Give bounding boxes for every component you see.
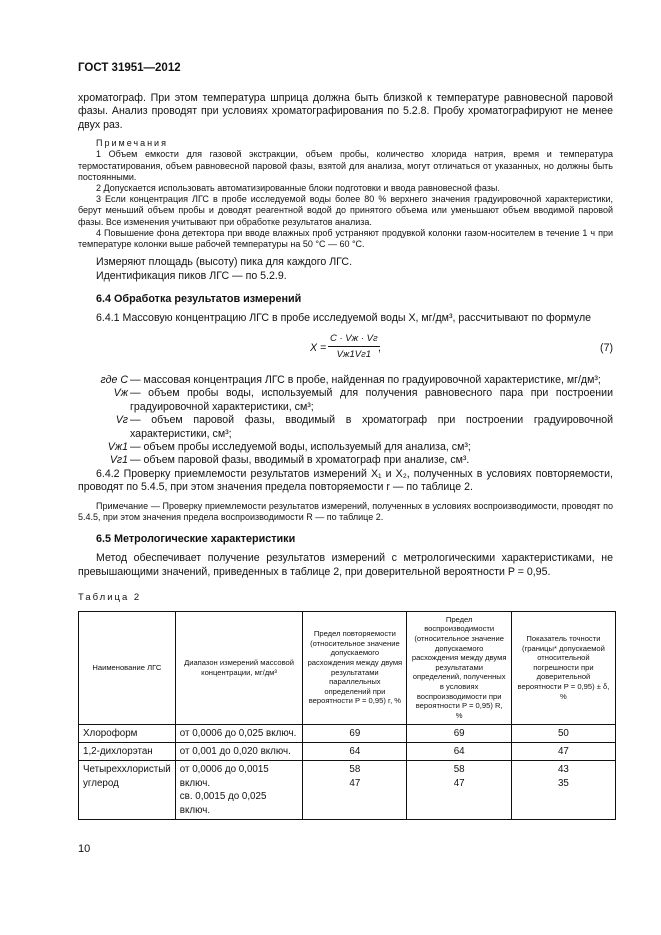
cell-reproducibility: 58 47 bbox=[407, 761, 511, 820]
ident-line: Идентификация пиков ЛГС — по 5.2.9. bbox=[96, 269, 287, 282]
table-header-row bbox=[79, 611, 616, 724]
notes-block bbox=[78, 138, 613, 250]
header-cell: Предел повторяемости (относительное значение допускаемого расхождения между двумя результатами параллельных определений при вероятности P = 0,95) r, % bbox=[303, 611, 407, 724]
note-item: 2 Допускается использовать автоматизированные блоки подготовки и ввода равновесной фазы. bbox=[96, 183, 500, 194]
paragraph-642: 6.4.2 Проверку приемлемости результатов измерений X₁ и X₂, полученных в условиях повторяемости, проводят по 5.4.5, при этом значения предела повторяемости r — по таблице 2. bbox=[78, 467, 613, 494]
definition-row bbox=[78, 414, 613, 441]
section-65-heading: 6.5 Метрологические характеристики bbox=[96, 532, 296, 545]
formula-number: (7) bbox=[600, 341, 613, 354]
definition-symbol: Vг bbox=[115, 414, 128, 427]
header-cell: Показатель точности (границы* допускаемой относительной погрешности при доверительной вероятности P = 0,95) ± δ, % bbox=[511, 611, 615, 724]
cell-accuracy: 43 35 bbox=[511, 761, 615, 820]
definition-row bbox=[78, 441, 613, 454]
reproducibility-note: Примечание — Проверку приемлемости результатов измерений, полученных в условиях воспроизводимости, проводят по 5.4.5, при этом значения предела воспроизводимости R — по таблице 2. bbox=[78, 500, 613, 522]
table-row bbox=[79, 742, 616, 760]
page-content bbox=[78, 92, 613, 820]
note-item: 4 Повышение фона детектора при вводе влажных проб устраняют продувкой колонки газом-носителем в течение 1 ч при температуре колонки выше рабочей температуры на 50 °С — 60 °С. bbox=[78, 227, 613, 250]
cell-name: Четыреххлористый углерод bbox=[79, 761, 176, 820]
cell-reproducibility: 64 bbox=[407, 742, 511, 760]
note-item: 1 Объем емкости для газовой экстракции, объем пробы, количество хлорида натрия, время и температура термостатирования, объем равновесной паровой фазы, взятой для анализа, могут отличаться от указанных, но должны быть постоянными. bbox=[78, 149, 613, 182]
cell-repeatability: 58 47 bbox=[303, 761, 407, 820]
definition-symbol: Vг1 bbox=[109, 454, 128, 467]
header-cell: Наименование ЛГС bbox=[79, 611, 176, 724]
header-cell: Диапазон измерений массовой концентрации, мг/дм³ bbox=[175, 611, 303, 724]
cell-repeatability: 69 bbox=[303, 724, 407, 742]
cell-range: от 0,0006 до 0,025 включ. bbox=[175, 724, 303, 742]
formula-denominator: Vж1Vг1 bbox=[336, 349, 372, 361]
formula-numerator: C · Vж · Vг bbox=[328, 332, 380, 347]
definition-symbol: где C bbox=[100, 373, 128, 386]
table-row bbox=[79, 761, 616, 820]
paragraph-641: 6.4.1 Массовую концентрацию ЛГС в пробе исследуемой воды X, мг/дм³, рассчитывают по формуле bbox=[96, 312, 592, 325]
formula-7 bbox=[78, 328, 613, 374]
table-caption: Таблица 2 bbox=[78, 592, 142, 604]
cell-range: от 0,0006 до 0,0015 включ. св. 0,0015 до 0,025 включ. bbox=[175, 761, 303, 820]
notes-title: Примечания bbox=[96, 138, 168, 149]
standard-header: ГОСТ 31951—2012 bbox=[78, 62, 181, 74]
formula-fraction bbox=[328, 332, 380, 362]
table-row bbox=[79, 724, 616, 742]
definition-text: — объем паровой фазы, вводимый в хроматограф при анализе, см³. bbox=[130, 454, 470, 467]
header-cell: Предел воспроизводимости (относительное значение допускаемого расхождения между двумя результатами определений, полученных в условиях воспроизводимости при вероятности P = 0,95) R, % bbox=[407, 611, 511, 724]
intro-paragraph: хроматограф. При этом температура шприца должна быть близкой к температуре равновесной паровой фазы. Анализ проводят при условиях хроматографирования по 5.2.8. Пробу хроматографируют не менее двух раз. bbox=[78, 92, 613, 131]
metrology-table bbox=[78, 611, 616, 820]
note-item: 3 Если концентрация ЛГС в пробе исследуемой воды более 80 % верхнего значения градуировочной характеристики, берут меньший объем пробы и доводят реагентной водой до принятого объема или уменьшают объем вводимой паровой фазы. Все изменения учитывают при обработке результатов анализа. bbox=[78, 194, 613, 227]
section-64-heading: 6.4 Обработка результатов измерений bbox=[96, 293, 302, 306]
cell-range: от 0,001 до 0,020 включ. bbox=[175, 742, 303, 760]
definitions-list bbox=[78, 374, 613, 468]
definition-text: — объем паровой фазы, вводимый в хроматограф при построении градуировочной характеристики, см³; bbox=[130, 414, 613, 440]
definition-row bbox=[78, 374, 613, 387]
measure-line: Измеряют площадь (высоту) пика для каждого ЛГС. bbox=[96, 256, 353, 269]
formula-lhs: X = bbox=[310, 341, 327, 354]
formula-comma: , bbox=[378, 341, 381, 354]
definition-symbol: Vж1 bbox=[107, 440, 128, 453]
paragraph-65: Метод обеспечивает получение результатов измерений с метрологическими характеристиками, не превышающими значений, приведенных в таблице 2, при доверительной вероятности P = 0,95. bbox=[78, 552, 613, 578]
cell-name: Хлороформ bbox=[79, 724, 176, 742]
definition-symbol: Vж bbox=[113, 387, 128, 400]
definition-row bbox=[78, 454, 613, 467]
cell-reproducibility: 69 bbox=[407, 724, 511, 742]
cell-accuracy: 50 bbox=[511, 724, 615, 742]
cell-repeatability: 64 bbox=[303, 742, 407, 760]
definition-text: — объем пробы исследуемой воды, используемый для анализа, см³; bbox=[130, 440, 471, 453]
cell-name: 1,2-дихлорэтан bbox=[79, 742, 176, 760]
definition-text: — объем пробы воды, используемый для получения равновесного пара при построении градуировочной характеристики, см³; bbox=[130, 387, 613, 413]
definition-row bbox=[78, 387, 613, 414]
definition-text: — массовая концентрация ЛГС в пробе, найденная по градуировочной характеристике, мг/дм³; bbox=[130, 373, 601, 386]
cell-accuracy: 47 bbox=[511, 742, 615, 760]
page-number: 10 bbox=[78, 843, 91, 855]
